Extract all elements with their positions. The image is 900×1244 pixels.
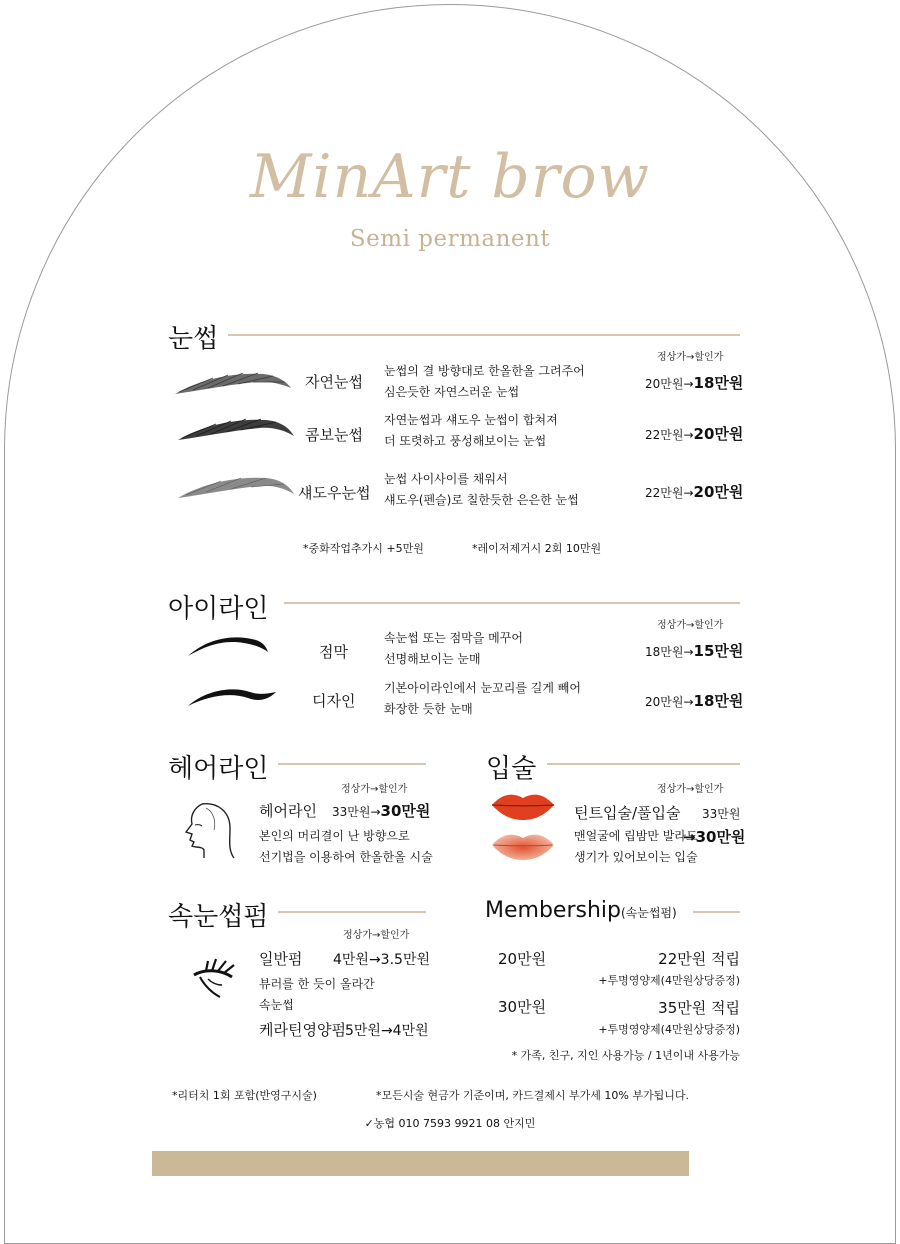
footer-retouch-note: *리터치 1회 포함(반영구시술) <box>172 1089 317 1102</box>
full-lip-image <box>490 788 556 822</box>
eyelash-icon <box>190 955 238 1001</box>
membership-pay-1: 20만원 <box>498 950 547 968</box>
eyeline-item-desc-2b: 화장한 듯한 눈매 <box>384 702 473 716</box>
eyeline-item-name-2: 디자인 <box>312 692 356 710</box>
eyeline-item-desc-1b: 선명해보이는 눈매 <box>384 652 481 666</box>
lashperm-desc-1: 뷰러를 한 듯이 올라간 <box>259 977 375 991</box>
hairline-item-price: 33만원→30만원 <box>332 802 431 820</box>
eyebrow-item-price-3: 22만원→20만원 <box>645 483 744 501</box>
lips-divider <box>547 763 740 765</box>
brand-title: MinArt brow <box>249 142 651 212</box>
hairline-section-title: 헤어라인 <box>168 754 269 784</box>
combo-brow-image <box>176 412 296 446</box>
footer-bank-account: ✓농협 010 7593 9921 08 안지민 <box>364 1117 536 1130</box>
bottom-color-strip <box>152 1151 689 1176</box>
eyebrow-note-neutralize: *중화작업추가시 +5만원 <box>303 542 424 555</box>
natural-brow-image <box>173 366 293 400</box>
eyebrow-item-desc-3a: 눈썹 사이사이를 채워서 <box>384 472 508 486</box>
membership-bonus-1: +투명영양제(4만원상당증정) <box>598 974 740 987</box>
membership-credit-2: 35만원 적립 <box>658 999 740 1017</box>
hairline-price-header: 정상가→할인가 <box>341 784 408 795</box>
lashperm-item-name-1: 일반펌 <box>259 950 303 968</box>
lashperm-divider <box>278 911 426 913</box>
membership-credit-1: 22만원 적립 <box>658 950 740 968</box>
tint-lip-image <box>490 828 556 862</box>
membership-divider <box>693 911 740 913</box>
eyeline-design-image <box>186 680 278 710</box>
eyeline-item-price-2: 20만원→18만원 <box>645 692 744 710</box>
hairline-divider <box>278 763 426 765</box>
membership-note: * 가족, 친구, 지인 사용가능 / 1년이내 사용가능 <box>511 1049 740 1062</box>
lashperm-desc-2: 속눈썹 <box>259 998 294 1012</box>
eyebrow-item-price-2: 22만원→20만원 <box>645 425 744 443</box>
eyebrow-price-header: 정상가→할인가 <box>657 352 724 363</box>
eyebrow-item-desc-1a: 눈썹의 결 방향대로 한올한올 그려주어 <box>384 364 585 378</box>
membership-pay-2: 30만원 <box>498 998 547 1016</box>
eyeline-fill-image <box>186 630 270 660</box>
hairline-desc-2: 선기법을 이용하여 한올한올 시술 <box>259 850 433 864</box>
eyeline-item-name-1: 점막 <box>319 643 348 661</box>
eyeline-section-title: 아이라인 <box>168 594 269 624</box>
eyebrow-item-name-1: 자연눈썹 <box>305 373 363 391</box>
lips-desc-2: 생기가 있어보이는 입술 <box>574 850 698 864</box>
lips-item-name: 틴트입술/풀입술 <box>574 804 681 822</box>
eyeline-item-price-1: 18만원→15만원 <box>645 642 744 660</box>
lips-section-title: 입술 <box>486 754 537 784</box>
eyebrow-section-title: 눈썹 <box>168 324 219 354</box>
brand-subtitle: Semi permanent <box>349 226 551 252</box>
eyebrow-item-desc-1b: 심은듯한 자연스러운 눈썹 <box>384 385 520 399</box>
membership-title: Membership(속눈썹펌) <box>485 898 677 923</box>
eyebrow-item-price-1: 20만원→18만원 <box>645 374 744 392</box>
lashperm-item-price-1: 4만원→3.5만원 <box>333 952 430 968</box>
eyebrow-item-desc-2a: 자연눈썹과 섀도우 눈썹이 합쳐져 <box>384 413 558 427</box>
eyebrow-divider <box>228 334 740 336</box>
eyebrow-item-name-2: 콤보눈썹 <box>305 426 363 444</box>
footer-vat-note: *모든시술 현금가 기준이며, 카드결제시 부가세 10% 부가됩니다. <box>376 1089 689 1102</box>
eyebrow-item-desc-3b: 섀도우(펜슬)로 칠한듯한 은은한 눈썹 <box>384 493 579 507</box>
eyeline-item-desc-1a: 속눈썹 또는 점막을 메꾸어 <box>384 631 523 645</box>
lashperm-item-price-2: 5만원→4만원 <box>345 1023 429 1039</box>
lips-item-price-regular: 33만원 <box>702 807 741 821</box>
eyeline-price-header: 정상가→할인가 <box>657 620 724 631</box>
membership-bonus-2: +투명영양제(4만원상당증정) <box>598 1023 740 1036</box>
hairline-item-name: 헤어라인 <box>259 802 317 820</box>
eyeline-divider <box>284 602 740 604</box>
face-hairline-icon <box>180 800 236 860</box>
eyeline-item-desc-2a: 기본아이라인에서 눈꼬리를 길게 빼어 <box>384 681 581 695</box>
hairline-desc-1: 본인의 머리결이 난 방향으로 <box>259 829 410 843</box>
eyebrow-item-desc-2b: 더 또렷하고 풍성해보이는 눈썹 <box>384 434 547 448</box>
lips-desc-1: 맨얼굴에 립밤만 발라도 <box>574 829 698 843</box>
lashperm-item-name-2: 케라틴영양펌 <box>259 1021 346 1039</box>
lips-price-header: 정상가→할인가 <box>657 784 724 795</box>
eyebrow-item-name-3: 섀도우눈썹 <box>298 484 371 502</box>
shadow-brow-image <box>176 470 296 504</box>
lips-item-price-sale: →30만원 <box>683 828 746 846</box>
eyebrow-note-laser: *레이저제거시 2회 10만원 <box>472 542 602 555</box>
lashperm-price-header: 정상가→할인가 <box>343 930 410 941</box>
lashperm-section-title: 속눈썹펌 <box>168 902 269 932</box>
